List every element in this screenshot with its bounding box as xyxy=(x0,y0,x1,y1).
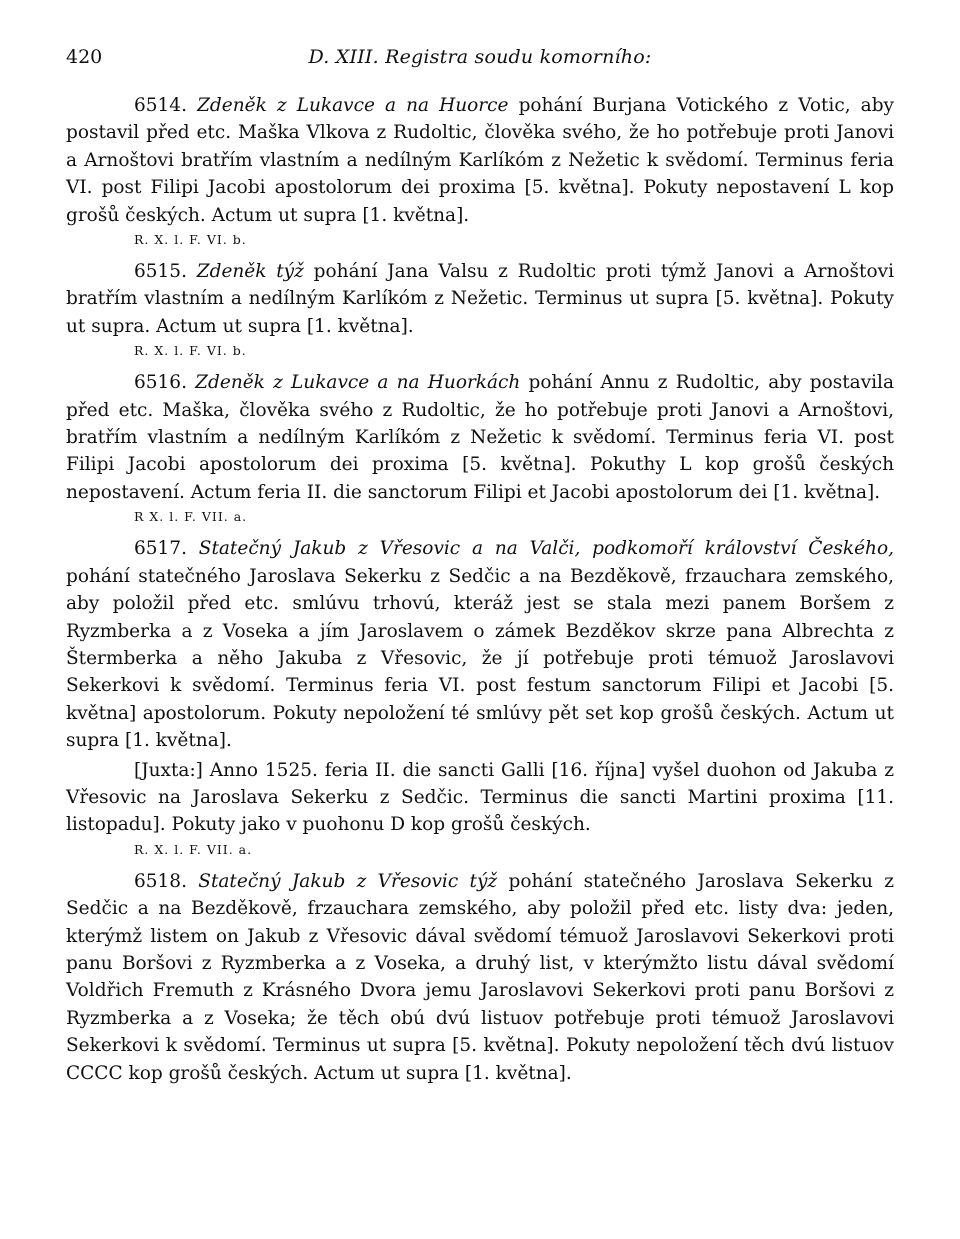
entry-6514 xyxy=(66,92,894,229)
entry-6517-continuation: [Juxta:] Anno 1525. feria II. die sancti Galli [16. října] vyšel duohon od Jakuba z Vřesovic na Jaroslava Sekerku z Sedčic. Terminus die sancti Martini proxima [11. listopadu]. Pokuty jako v puohonu D kop grošů českých. xyxy=(66,759,894,836)
archival-reference: R. X. l. F. VII. a. xyxy=(134,841,253,857)
entry-6515 xyxy=(66,258,894,340)
entry-number: 6518. xyxy=(134,870,187,892)
entry-parties: Statečný Jakub z Vřesovic týž xyxy=(198,870,498,892)
entry-parties: Zdeněk z Lukavce a na Huorce xyxy=(197,95,509,116)
archival-reference: R. X. l. F. VI. b. xyxy=(134,343,247,359)
entry-text: pohání Burjana Votického z Votic, aby postavil před etc. Maška Vlkova z Rudoltic, člověka svého, že ho potřebuje proti Janovi a Arnoštovi bratřím vlastním a nedílným Karlíkóm z Nežetic k svědomí. Terminus feria VI. post Filipi Jacobi apostolorum dei proxima [5. května]. Pokuty nepostavení L kop grošů českých. Actum ut supra [1. května]. xyxy=(66,95,894,226)
archival-reference: R X. l. F. VII. a. xyxy=(134,509,248,525)
body-text xyxy=(66,92,894,1087)
entry-6517 xyxy=(66,535,894,754)
entry-number: 6515. xyxy=(134,261,187,283)
entry-number: 6516. xyxy=(134,372,187,394)
document-page xyxy=(66,38,894,1087)
entry-6518 xyxy=(66,868,894,1087)
running-title: D. XIII. Registra soudu komorního: xyxy=(308,46,652,68)
entry-parties: Zdeněk týž xyxy=(196,261,304,283)
entry-text: pohání Annu z Rudoltic, aby postavila před etc. Maška, člověka svého z Rudoltic, že ho potřebuje proti Janovi a Arnoštovi, bratřím vlastním a nedílným Karlíkóm z Nežetic k svědomí. Terminus feria VI. post Filipi Jacobi apostolorum dei proxima [5. května]. Pokuthy L kop grošů českých nepostavení. Actum feria II. die sanctorum Filipi et Jacobi apostolorum dei [1. května]. xyxy=(66,372,895,503)
entry-text: pohání Jana Valsu z Rudoltic proti týmž Janovi a Arnoštovi bratřím vlastním a nedílným Karlíkóm z Nežetic. Terminus ut supra [5. května]. Pokuty ut supra. Actum ut supra [1. května]. xyxy=(66,261,894,337)
archival-reference: R. X. l. F. VI. b. xyxy=(134,232,247,248)
entry-number: 6517. xyxy=(134,538,187,560)
page-header xyxy=(66,38,894,72)
entry-6516 xyxy=(66,369,894,506)
page-number: 420 xyxy=(66,46,103,68)
entry-text: pohání statečného Jaroslava Sekerku z Sedčic a na Bezděkově, frzauchara zemského, aby položil před etc. listy dva: jeden, kterýmž listem on Jakub z Vřesovic dával svědomí témuož Jaroslavovi Sekerkovi proti panu Boršovi z Ryzmberka a z Voseka, a druhý list, v kterýmžto listu dával svědomí Voldřich Fremuth z Krásného Dvora jemu Jaroslavovi Sekerkovi proti panu Boršovi z Ryzmberka a z Voseka; že těch obú dvú listuov potřebuje proti témuož Jaroslavovi Sekerkovi k svědomí. Terminus ut supra [5. května]. Pokuty nepoložení těch dvú listuov CCCC kop grošů českých. Actum ut supra [1. května]. xyxy=(66,870,894,1084)
entry-number: 6514. xyxy=(134,95,187,116)
entry-parties: Statečný Jakub z Vřesovic a na Valči, podkomoří království Českého, xyxy=(198,538,894,560)
entry-parties: Zdeněk z Lukavce a na Huorkách xyxy=(195,372,521,394)
entry-text: pohání statečného Jaroslava Sekerku z Sedčic a na Bezděkově, frzauchara zemského, aby položil před etc. smlúvu trhovú, kteráž jest se stala mezi panem Boršem z Ryzmberka a z Voseka a jím Jaroslavem o zámek Bezděkov skrze pana Albrechta z Štermberka a něho Jakuba z Vřesovic, že jí potřebuje proti témuož Jaroslavovi Sekerkovi k svědomí. Terminus feria VI. post festum sanctorum Filipi et Jacobi [5. května] apostolorum. Pokuty nepoložení té smlúvy pět set kop grošů českých. Actum ut supra [1. května]. xyxy=(66,565,894,752)
